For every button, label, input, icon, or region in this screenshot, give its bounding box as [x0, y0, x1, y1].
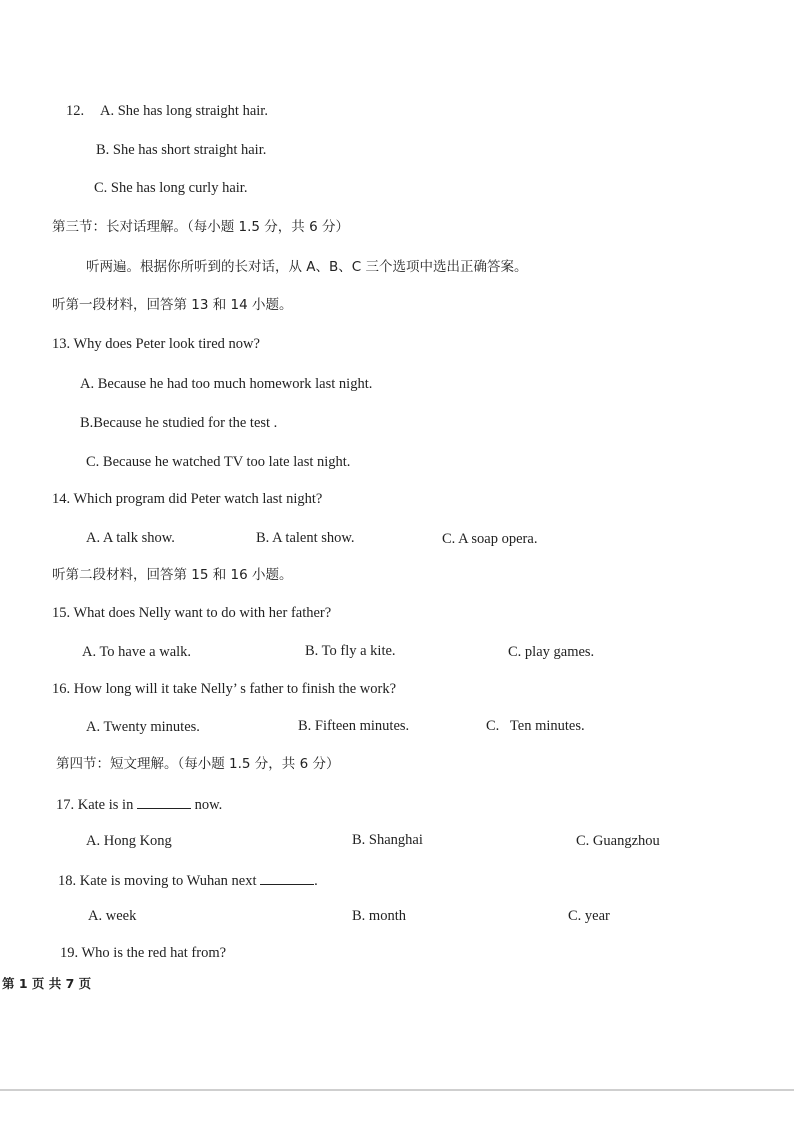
q16-option-b: B. Fifteen minutes. — [298, 718, 410, 734]
q16-option-c: C. Ten minutes. — [486, 718, 585, 734]
q14-option-b: B. A talent show. — [256, 530, 355, 546]
q14-question: 14. Which program did Peter watch last night? — [52, 491, 323, 507]
q15-option-a: A. To have a walk. — [82, 644, 192, 660]
q18-prefix: 18. Kate is moving to Wuhan next — [58, 873, 257, 889]
q15-question: 15. What does Nelly want to do with her father? — [52, 605, 332, 621]
passage1-intro: 听第一段材料，回答第 13 和 14 小题。 — [52, 297, 293, 313]
q18-option-c: C. year — [568, 908, 610, 924]
q12-option-a: A. She has long straight hair. — [100, 103, 268, 119]
q17-suffix: now. — [194, 797, 223, 813]
q17-prefix: 17. Kate is in — [56, 797, 134, 813]
q15-option-b: B. To fly a kite. — [305, 643, 396, 659]
q16-question: 16. How long will it take Nelly’ s father to finish the work? — [52, 681, 397, 697]
q17-option-c: C. Guangzhou — [576, 833, 660, 849]
q18-option-b: B. month — [352, 908, 406, 924]
q16-option-a: A. Twenty minutes. — [86, 719, 200, 735]
q17-line — [56, 794, 222, 814]
page-footer: 第 1 页 共 7 页 — [2, 976, 92, 991]
q14-option-a: A. A talk show. — [86, 530, 175, 546]
q12-option-c: C. She has long curly hair. — [94, 180, 248, 196]
scan-edge-line — [0, 1089, 794, 1091]
q13-option-a: A. Because he had too much homework last night. — [80, 376, 373, 392]
q13-option-b: B.Because he studied for the test . — [80, 415, 278, 431]
q18-answer-blank — [260, 870, 314, 885]
q18-suffix: . — [314, 873, 318, 889]
q19-question: 19. Who is the red hat from? — [60, 945, 227, 961]
q18-option-a: A. week — [88, 908, 137, 924]
q15-option-c: C. play games. — [508, 644, 595, 660]
passage2-intro: 听第二段材料，回答第 15 和 16 小题。 — [52, 567, 293, 583]
q18-line — [58, 870, 318, 890]
q17-option-a: A. Hong Kong — [86, 833, 172, 849]
section4-heading: 第四节：短文理解。（每小题 1.5 分，共 6 分） — [56, 756, 340, 772]
section3-heading: 第三节：长对话理解。（每小题 1.5 分，共 6 分） — [52, 219, 349, 235]
q12-number: 12. — [66, 103, 85, 119]
q12-option-b: B. She has short straight hair. — [96, 142, 267, 158]
q13-option-c: C. Because he watched TV too late last night. — [86, 454, 351, 470]
q14-option-c: C. A soap opera. — [442, 531, 538, 547]
q17-option-b: B. Shanghai — [352, 832, 423, 848]
section3-instruction: 听两遍。根据你所听到的长对话，从 A、B、C 三个选项中选出正确答案。 — [86, 259, 528, 275]
q13-question: 13. Why does Peter look tired now? — [52, 336, 260, 352]
q17-answer-blank — [137, 794, 191, 809]
